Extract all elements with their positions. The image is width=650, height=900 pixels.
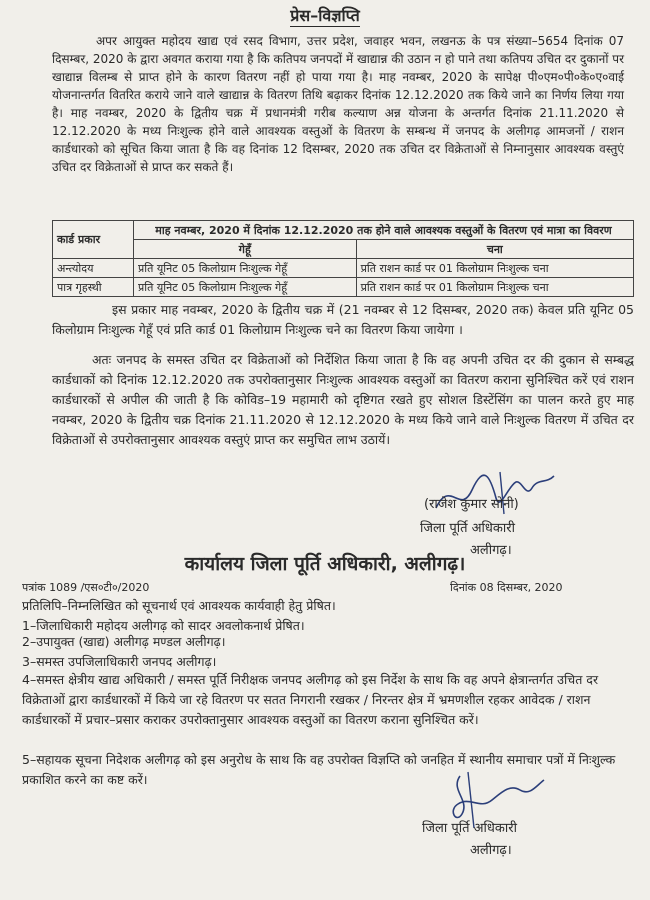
table-cell-gram: प्रति राशन कार्ड पर 01 किलोग्राम निःशुल्क चना bbox=[356, 278, 633, 297]
signatory-name: (राजेश कुमार सोनी) bbox=[424, 497, 519, 512]
table-cell-wheat: प्रति यूनिट 05 किलोग्राम निःशुल्क गेहूँ bbox=[134, 278, 357, 297]
copy-to-item: 4–समस्त क्षेत्रीय खाद्य अधिकारी / समस्त पूर्ति निरीक्षक जनपद अलीगढ़ को इस निर्देश के साथ कि वह अपने क्षेत्रान्तर्गत उचित दर विक्रेताओं द्वारा कार्डधारकों में किये जा रहे वितरण पर सतत निगरानी रखकर / निरन्तर क्षेत्र में भ्रमणशील रहकर आवेदक / राशन कार्डधारकों में प्रचार–प्रसार कराकर उपरोक्तानुसार आवश्यक वस्तुओं का वितरण कराना सुनिश्चित करें। bbox=[22, 672, 599, 727]
signatory-designation: जिला पूर्ति अधिकारी bbox=[422, 821, 517, 836]
copy-to-item: 5–सहायक सूचना निदेशक अलीगढ़ को इस अनुरोध के साथ कि वह उपरोक्त विज्ञप्ति को जनहित में स्थानीय समाचार पत्रों में निःशुल्क प्रकाशित करने का कष्ट करें। bbox=[22, 752, 616, 787]
distribution-table bbox=[52, 220, 634, 297]
paragraph-intro: अपर आयुक्त महोदय खाद्य एवं रसद विभाग, उत्तर प्रदेश, जवाहर भवन, लखनऊ के पत्र संख्या–5654 दिनांक 07 दिसम्बर, 2020 के द्वारा अवगत कराया गया है कि कतिपय जनपदों में खाद्यान्न की उठान न हो पाने तथा कतिपय उचित दर दुकानों पर खाद्यान्न विलम्ब से प्राप्त होने के कारण वितरण नहीं हो पाया गया है। माह नवम्बर, 2020 के सापेक्ष पी०एम०पी०के०ए०वाई योजनान्तर्गत वितरित कराये जाने वाले खाद्यान्न के वितरण तिथि बढ़ाकर दिनांक 12.12.2020 तक किये जाने का निर्णय लिया गया है। माह नवम्बर, 2020 के द्वितीय चक्र में प्रधानमंत्री गरीब कल्याण अन्न योजना के अन्तर्गत दिनांक 21.11.2020 से 12.12.2020 के मध्य निःशुल्क होने वाले आवश्यक वस्तुओं के वितरण के सम्बन्ध में जनपद के अलीगढ़ आमजनों / राशन कार्डधारको को सूचित किया जाता है कि वह दिनांक 12 दिसम्बर, 2020 तक उचित दर विक्रेताओं से निम्नानुसार आवश्यक वस्तुएं उचित दर विक्रेताओं से प्राप्त कर सकते हैं। bbox=[52, 34, 624, 174]
copy-to-item: 2–उपायुक्त (खाद्य) अलीगढ़ मण्डल अलीगढ़। bbox=[22, 634, 226, 649]
table-cell-wheat: प्रति यूनिट 05 किलोग्राम निःशुल्क गेहूँ bbox=[134, 259, 357, 278]
copy-to-heading: प्रतिलिपि–निम्नलिखित को सूचनार्थ एवं आवश्यक कार्यवाही हेतु प्रेषित। bbox=[22, 598, 336, 613]
table-cell-card: पात्र गृहस्थी bbox=[53, 278, 134, 297]
paragraph-instructions: अतः जनपद के समस्त उचित दर विक्रेताओं को निर्देशित किया जाता है कि वह अपनी उचित दर की दुकान से सम्बद्ध कार्डधाकों को दिनांक 12.12.2020 तक उपरोक्तानुसार निःशुल्क आवश्यक वस्तुओं का वितरण कराना सुनिश्चित करें एवं राशन कार्डधारकों से अपील की जाती है कि कोविड–19 महामारी को दृष्टिगत रखते हुए सोशल डिस्टेंसिंग का पालन करते हुए माह नवम्बर, 2020 के द्वितीय चक्र दिनांक 21.11.2020 से 12.12.2020 के मध्य किये जाने वाले निःशुल्क वितरण में उचित दर विक्रेताओं से उपरोक्तानुसार आवश्यक वस्तुएं प्राप्त कर समुचित लाभ उठायें। bbox=[52, 352, 634, 447]
signatory-designation: जिला पूर्ति अधिकारी bbox=[420, 521, 515, 536]
table-row bbox=[53, 259, 634, 278]
signatory-place: अलीगढ़। bbox=[470, 543, 512, 558]
signatory-place: अलीगढ़। bbox=[470, 843, 512, 858]
press-release-title: प्रेस–विज्ञप्ति bbox=[290, 6, 360, 25]
table-header-card-type: कार्ड प्रकार bbox=[53, 221, 134, 259]
table-cell-gram: प्रति राशन कार्ड पर 01 किलोग्राम निःशुल्क चना bbox=[356, 259, 633, 278]
table-cell-card: अन्त्योदय bbox=[53, 259, 134, 278]
table-subheader-row bbox=[53, 240, 634, 259]
letter-number: पत्रांक 1089 /एस०टी०/2020 bbox=[22, 581, 150, 594]
table-header-distribution: माह नवम्बर, 2020 में दिनांक 12.12.2020 तक होने वाले आवश्यक वस्तुओं के वितरण एवं मात्रा का विवरण bbox=[134, 221, 634, 240]
table-row bbox=[53, 278, 634, 297]
paragraph-summary: इस प्रकार माह नवम्बर, 2020 के द्वितीय चक्र में (21 नवम्बर से 12 दिसम्बर, 2020 तक) केवल प्रति यूनिट 05 किलोग्राम निःशुल्क गेहूँ एवं प्रति कार्ड 01 किलोग्राम निःशुल्क चने का वितरण किया जायेगा । bbox=[52, 302, 634, 337]
office-heading: कार्यालय जिला पूर्ति अधिकारी, अलीगढ़। bbox=[184, 553, 466, 575]
copy-to-item: 1–जिलाधिकारी महोदय अलीगढ़ को सादर अवलोकनार्थ प्रेषित। bbox=[22, 618, 305, 633]
letter-date: दिनांक 08 दिसम्बर, 2020 bbox=[450, 581, 563, 594]
table-subheader-gram: चना bbox=[356, 240, 633, 259]
table-header-row bbox=[53, 221, 634, 240]
copy-to-item: 3–समस्त उपजिलाधिकारी जनपद अलीगढ़। bbox=[22, 654, 217, 669]
table-subheader-wheat: गेहूँ bbox=[134, 240, 357, 259]
